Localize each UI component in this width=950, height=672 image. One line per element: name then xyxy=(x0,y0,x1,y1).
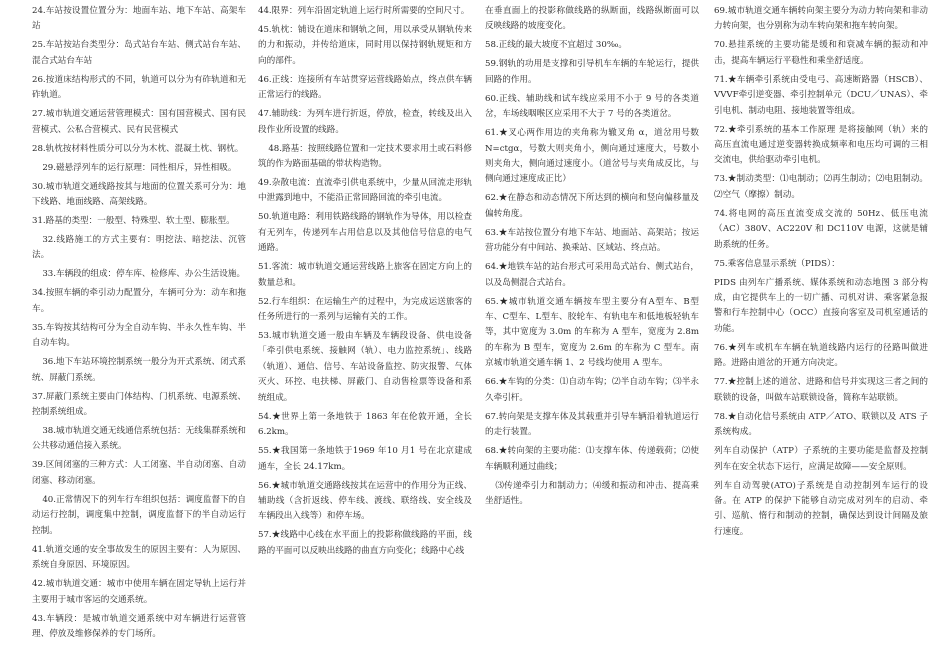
paragraph: 58.正线的最大坡度不宜超过 30‰。 xyxy=(485,40,627,51)
text-column-1 xyxy=(32,4,246,646)
paragraph: 44.限界：列车沿固定轨道上运行时所需要的空间尺寸。 xyxy=(258,6,470,16)
paragraph: 25.车站按站台类型分：岛式站台车站、侧式站台车站、混合式站台车站 xyxy=(32,40,246,66)
paragraph: 列车自动保护（ATP）子系统的主要功能是监督及控制列车在安全状态下运行，应满足故障——安全原则。 xyxy=(714,446,928,472)
paragraph: 27.城市轨道交通运营管理模式：国有国营模式、国有民营模式、公私合营模式、民有民营模式 xyxy=(32,109,246,135)
paragraph: 61.★叉心两作用边的夹角称为辙叉角 α，道岔用号数 N=ctgα，号数大则夹角小，侧向通过速度大，号数小则夹角大，侧向通过速度小。（道岔号与夹角成反比，与侧向通过速度成正比） xyxy=(485,128,699,185)
paragraph: 30.城市轨道交通线路按其与地面的位置关系可分为：地下线路、地面线路、高架线路。 xyxy=(32,181,246,208)
paragraph: 70.悬挂系统的主要功能是缓和和衰减车辆的振动和冲击，提高车辆运行平稳性和乘坐舒适度。 xyxy=(714,40,928,66)
paragraph: 24.车站按设置位置分为：地面车站、地下车站、高架车站 xyxy=(32,6,246,32)
paragraph: 78.★自动化信号系统由 ATP／ATO、联锁以及 ATS 子系统构成。 xyxy=(714,411,928,438)
paragraph: 54.★世界上第一条地铁于 1863 年在伦敦开通，全长 6.2km。 xyxy=(258,411,472,438)
paragraph: 40.正常情况下的列车行车组织包括：调度监督下的自动运行控制，调度集中控制，调度监督下的半自动运行控制。 xyxy=(32,494,246,536)
paragraph: 71.★车辆牵引系统由受电弓、高速断路器（HSCB）、VVVF牵引逆变器、牵引控制单元（DCU／UNAS）、牵引电机、制动电阻、接地装置等组成。 xyxy=(714,74,928,116)
paragraph: 28.轨枕按材料性质分可以分为木枕、混凝土枕、钢枕。 xyxy=(32,143,244,154)
paragraph: 42.城市轨道交通：城市中使用车辆在固定导轨上运行并主要用于城市客运的交通系统。 xyxy=(32,579,246,605)
paragraph: 57.★线路中心线在水平面上的投影称做线路的平面，线路的平面可以反映出线路的曲直方向变化；线路中心线 xyxy=(258,530,472,556)
paragraph: 36.地下车站环境控制系统一般分为开式系统、闭式系统、屏蔽门系统。 xyxy=(32,357,246,383)
paragraph: 53.城市轨道交通一般由车辆及车辆段设备、供电设备「牵引供电系统、接触网（轨）、电力监控系统」、线路（轨道）、通信、信号、车站设备监控、防灾报警、气体灭火、环控、电扶梯、屏蔽门、自动售检票等设备和系统组成。 xyxy=(258,331,472,403)
paragraph: 35.车钩按其结构可分为全自动车钩、半永久性车钩、半自动车钩。 xyxy=(32,322,246,349)
paragraph: 41.轨道交通的安全事故发生的原因主要有：人为原因、系统自身原因、环境原因。 xyxy=(32,544,246,571)
paragraph: PIDS 由列车广播系统、媒体系统和动态地图 3 部分构成，由它提供车上的一切广播、司机对讲、乘客紧急报警和行车控制中心（OCC）直接向客室及司机室通话的功能。 xyxy=(714,277,928,334)
paragraph: 31.路基的类型：一般型、特殊型、软土型、膨胀型。 xyxy=(32,216,235,227)
paragraph: 34.按照车辆的牵引动力配置分，车辆可分为：动车和拖车。 xyxy=(32,288,246,314)
text-column-3 xyxy=(485,4,699,513)
paragraph: 46.正线：连接所有车站贯穿运营线路始点，终点供车辆正常运行的线路。 xyxy=(258,74,472,101)
paragraph: 52.行车组织：在运输生产的过程中，为完成运送旅客的任务所进行的一系列与运输有关的工作。 xyxy=(258,296,472,323)
paragraph: 45.轨枕：铺设在道床和钢轨之间，用以承受从钢轨传来的力和振动，并传给道床，同时用以保持钢轨规矩和方向的部件。 xyxy=(258,25,472,66)
paragraph: 65.★城市轨道交通车辆按车型主要分有A型车、B型车、C型车、L型车、胶轮车、有轨电车和低地板轻轨车等，其中宽度为 3.0m 的车称为 A 型车，宽度为 2.8m 的车称为 B 型车，宽度为 2.6m 的车称为 C 型车。南京城市轨道交通车辆 1、2 号线均使用 A 型车。 xyxy=(485,296,699,369)
paragraph: 47.辅助线：为列车进行折返，停放，检查，转线及出入段作业所设置的线路。 xyxy=(258,109,472,135)
paragraph: 67.转向架是支撑车体及其载重并引导车辆沿着轨道运行的走行装置。 xyxy=(485,411,699,438)
text-column-2 xyxy=(258,4,472,563)
paragraph: ⑶传递牵引力和制动力；⑷缓和振动和冲击、提高乘坐舒适性。 xyxy=(485,480,699,506)
paragraph: 49.杂散电流：直流牵引供电系统中，少量从回流走形轨中泄露到地中，不能沿正常回路回流的牵引电流。 xyxy=(258,178,472,204)
paragraph: 77.★控制上述的道岔、进路和信号并实现这三者之间的联锁的设备，叫做车站联锁设备，简称车站联锁。 xyxy=(714,377,928,403)
paragraph: 56.★城市轨道交通路线按其在运营中的作用分为正线、辅助线（含折返线、停车线、渡线、联络线、安全线及车辆段出入线等）和停车场。 xyxy=(258,480,472,522)
paragraph: 69.城市轨道交通车辆转向架主要分为动力转向架和非动力转向架，也分别称为动车转向架和拖车转向架。 xyxy=(714,6,928,32)
paragraph: 73.★制动类型：⑴电制动；⑵再生制动；⑵电阻制动。⑵空气（摩擦）制动。 xyxy=(714,174,928,200)
paragraph: 38.城市轨道交通无线通信系统包括：无线集群系统和公共移动通信接入系统。 xyxy=(32,426,246,452)
paragraph: 60.正线、辅助线和试车线应采用不小于 9 号的各类道岔，车场线咽喉区应采用不大于 7 号的各类道岔。 xyxy=(485,93,699,120)
paragraph: 51.客流：城市轨道交通运营线路上旅客在固定方向上的数量总和。 xyxy=(258,262,472,288)
paragraph: 68.★转向架的主要功能：⑴支撑车体、传递载荷；⑵使车辆顺利通过曲线； xyxy=(485,446,699,472)
paragraph: 列车自动驾驶(ATO)子系统是自动控制列车运行的设备。在 ATP 的保护下能够自动完成对列车的启动、牵引、巡航、惰行和制动的控制，确保达到设计间隔及旅行速度。 xyxy=(714,480,928,537)
paragraph: 39.区间闭塞的三种方式：人工闭塞、半自动闭塞、自动闭塞、移动闭塞。 xyxy=(32,460,246,486)
paragraph: 62.★在静态和动态情况下所达到的横向和竖向偏移量及偏转角度。 xyxy=(485,193,699,219)
paragraph: 66.★车钩的分类：⑴自动车钩；⑵半自动车钩；⑶半永久牵引杆。 xyxy=(485,377,699,403)
paragraph: 72.★牵引系统的基本工作原理 是将接触网（轨）来的高压直流电通过逆变器转换成频率和电压均可调的三相交流电，供给驱动牵引电机。 xyxy=(714,124,928,166)
paragraph: 48.路基：按照线路位置和一定技术要求用土或石料修筑的作为路面基础的带状构造物。 xyxy=(258,143,472,170)
paragraph: 37.屏蔽门系统主要由门体结构、门机系统、电源系统、控制系统组成。 xyxy=(32,391,246,418)
paragraph: 在垂直面上的投影称做线路的纵断面，线路纵断面可以反映线路的坡度变化。 xyxy=(485,6,699,32)
paragraph: 50.轨道电路：利用铁路线路的钢轨作为导体，用以检查有无列车，传递列车占用信息以及其他信号信息的电气通路。 xyxy=(258,212,472,254)
paragraph: 29.磁悬浮列车的运行原理：同性相斥，异性相吸。 xyxy=(42,162,237,173)
paragraph: 59.钢轨的功用是支撑和引导机车车辆的车轮运行，提供回路的作用。 xyxy=(485,59,699,85)
paragraph: 63.★车站按位置分有地下车站、地面站、高架站；按运营功能分有中间站、换乘站、区域站、终点站。 xyxy=(485,227,699,254)
paragraph: 26.按道床结构形式的不同，轨道可以分为有砟轨道和无砟轨道。 xyxy=(32,74,246,101)
paragraph: 33.车辆段的组成：停车库、检修库、办公生活设施。 xyxy=(42,269,246,280)
paragraph: 74.将电网的高压直流变成交流的 50Hz、低压电流（AC）380V、AC220V 和 DC110V 电源，这就是辅助系统的任务。 xyxy=(714,208,928,250)
paragraph: 76.★列车或机车车辆在轨道线路内运行的径路叫做进路。进路由道岔的开通方向决定。 xyxy=(714,342,928,369)
paragraph: 32.线路施工的方式主要有：明挖法、暗挖法、沉管法。 xyxy=(32,235,246,261)
paragraph: 55.★我国第一条地铁于1969 年10 月1 号在北京建成通车，全长 24.17km。 xyxy=(258,446,472,472)
paragraph: 75.乘客信息显示系统（PIDS）： xyxy=(714,258,840,269)
paragraph: 64.★地铁车站的站台形式可采用岛式站台、侧式站台，以及岛侧混合式站台。 xyxy=(485,262,699,288)
paragraph: 43.车辆段：是城市轨道交通系统中对车辆进行运营管理、停放及维修保养的专门场所。 xyxy=(32,613,246,639)
text-column-4 xyxy=(714,4,928,544)
